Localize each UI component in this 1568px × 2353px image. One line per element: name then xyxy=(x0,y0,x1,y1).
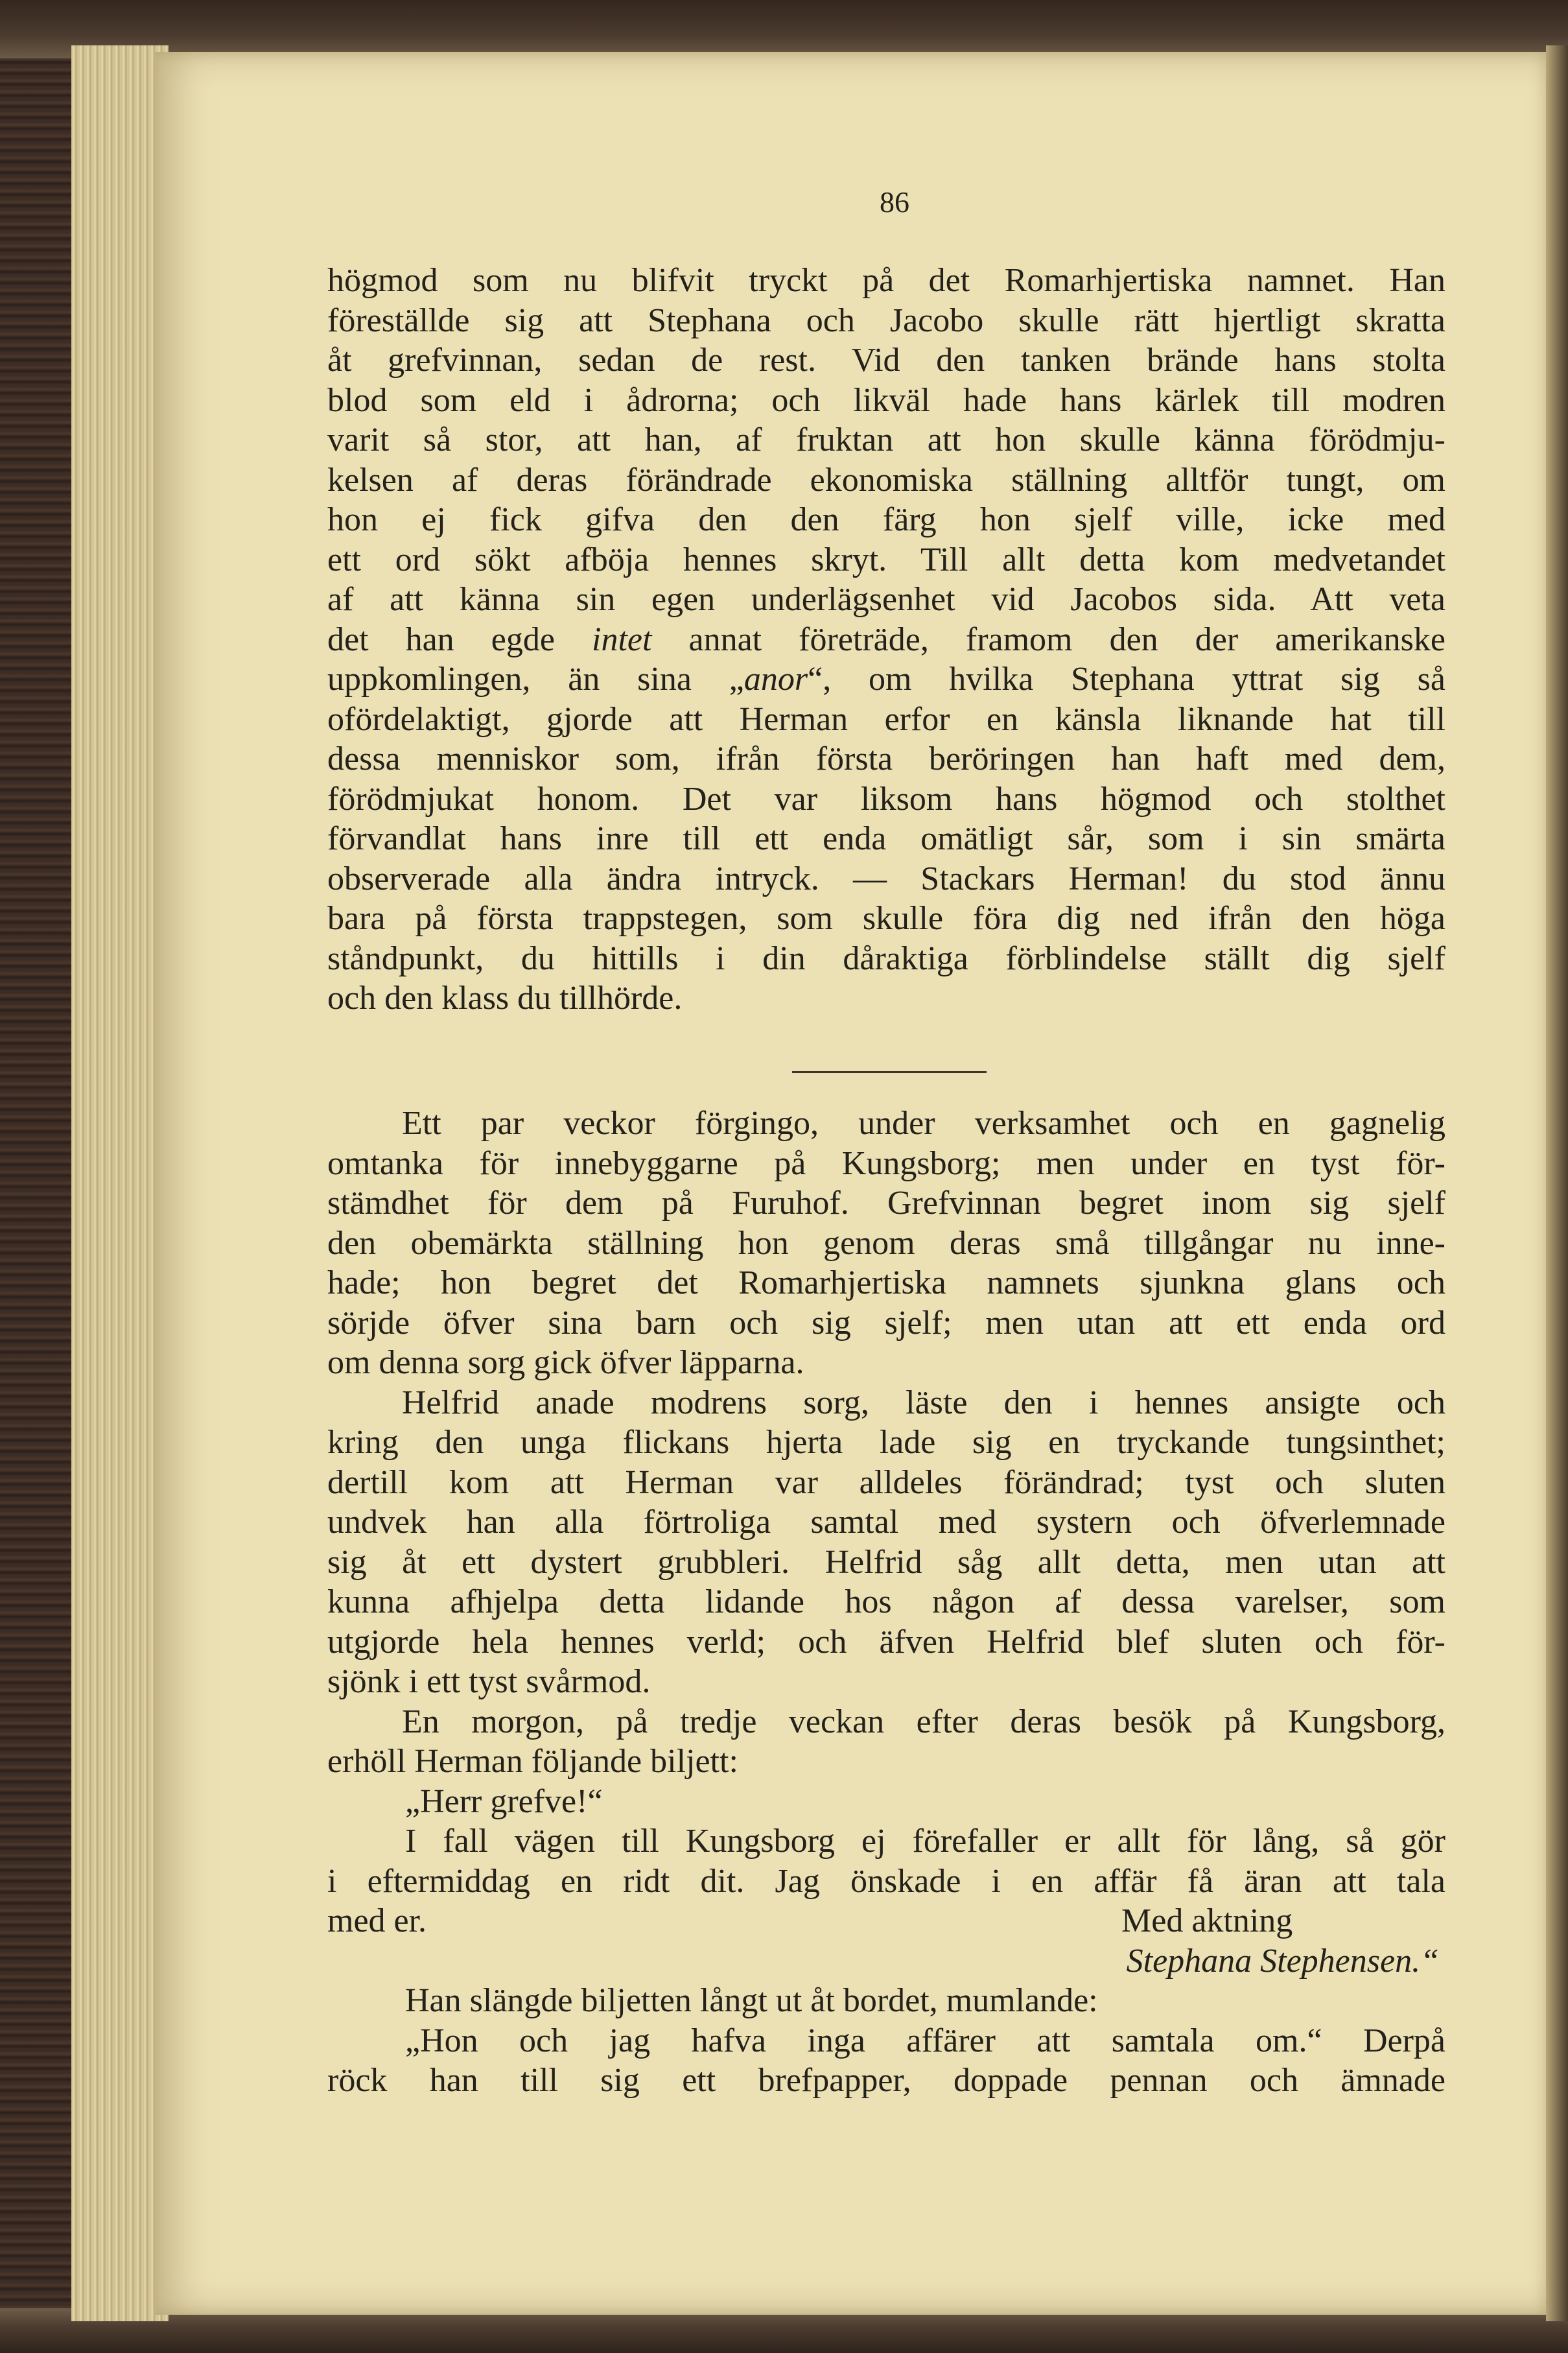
text-line: utgjorde hela hennes verld; och äfven Helfrid blef sluten och för- xyxy=(327,1623,1445,1661)
italic-word: anor xyxy=(743,661,808,698)
scan-bottom-edge xyxy=(0,2308,1568,2353)
scan-top-edge xyxy=(0,0,1568,58)
text-line: förödmjukat honom. Det var liksom hans högmod och stolthet xyxy=(327,780,1445,818)
letter-salutation: „Herr grefve!“ xyxy=(405,1782,603,1820)
text-line: hade; hon begret det Romarhjertiska namnets sjunkna glans och xyxy=(327,1264,1445,1301)
text-line: den obemärkta ställning hon genom deras små tillgångar nu inne- xyxy=(327,1224,1445,1262)
text-line: ett ord sökt afböja hennes skryt. Till allt detta kom medvetandet xyxy=(327,541,1445,578)
text-line: om denna sorg gick öfver läpparna. xyxy=(327,1344,804,1381)
text-line: högmod som nu blifvit tryckt på det Romarhjertiska namnet. Han xyxy=(327,262,1445,299)
text-line: kring den unga flickans hjerta lade sig en tryckande tungsinthet; xyxy=(327,1424,1445,1461)
text-line: i eftermiddag en ridt dit. Jag önskade i en affär få äran att tala xyxy=(327,1862,1445,1900)
text-line: dessa menniskor som, ifrån första beröringen han haft med dem, xyxy=(327,740,1445,777)
text-line: åt grefvinnan, sedan de rest. Vid den tanken brände hans stolta xyxy=(327,342,1445,379)
text-line: kunna afhjelpa detta lidande hos någon af dessa varelser, som xyxy=(327,1583,1445,1620)
text-line: kelsen af deras förändrade ekonomiska ställning alltför tungt, om xyxy=(327,461,1445,499)
text-line: „Hon och jag hafva inga affärer att samtala om.“ Derpå xyxy=(405,2022,1445,2059)
text-line: röck han till sig ett brefpapper, doppade pennan och ämnade xyxy=(327,2062,1445,2099)
text-line: sjönk i ett tyst svårmod. xyxy=(327,1663,651,1700)
text-line: observerade alla ändra intryck. — Stackars Herman! du stod ännu xyxy=(327,860,1445,897)
text-line: ofördelaktigt, gjorde att Herman erfor en känsla liknande hat till xyxy=(327,700,1445,738)
text-line: ståndpunkt, du hittills i din dåraktiga förblindelse ställt dig sjelf xyxy=(327,940,1445,977)
text-line: Helfrid anade modrens sorg, läste den i hennes ansigte och xyxy=(402,1384,1445,1421)
letter-closing: Med aktning xyxy=(1121,1902,1293,1939)
page-number: 86 xyxy=(880,185,909,219)
italic-word: intet xyxy=(592,621,652,658)
text-block-upper xyxy=(327,261,1445,1019)
text-line: af att känna sin egen underlägsenhet vid Jacobos sida. Att veta xyxy=(327,581,1445,618)
text-line: stämdhet för dem på Furuhof. Grefvinnan begret inom sig sjelf xyxy=(327,1185,1445,1222)
text-line: uppkomlingen, än sina „anor“, om hvilka Stephana yttrat sig så xyxy=(327,661,1445,698)
text-line: I fall vägen till Kungsborg ej förefaller er allt för lång, så gör xyxy=(405,1823,1445,1860)
letter-signature: Stephana Stephensen.“ xyxy=(1126,1942,1439,1980)
text-line: sörjde öfver sina barn och sig sjelf; men utan att ett enda ord xyxy=(327,1304,1445,1342)
text-line: och den klass du tillhörde. xyxy=(327,980,683,1017)
text-line: blod som eld i ådrorna; och likväl hade hans kärlek till modren xyxy=(327,381,1445,419)
text-line: erhöll Herman följande biljett: xyxy=(327,1743,738,1780)
text-line: omtanka för innebyggarne på Kungsborg; men under en tyst för- xyxy=(327,1144,1445,1182)
text-line: undvek han alla förtroliga samtal med systern och öfverlemnade xyxy=(327,1504,1445,1541)
text-line: En morgon, på tredje veckan efter deras besök på Kungsborg, xyxy=(402,1703,1445,1740)
section-divider xyxy=(792,1071,987,1073)
book-cover-edge xyxy=(0,0,78,2353)
text-block-lower xyxy=(327,1104,1445,2101)
text-line: förvandlat hans inre till ett enda omätligt sår, som i sin smärta xyxy=(327,820,1445,857)
text-line: sig åt ett dystert grubbleri. Helfrid såg allt detta, men utan att xyxy=(327,1543,1445,1581)
text-line: föreställde sig att Stephana och Jacobo skulle rätt hjertligt skratta xyxy=(327,302,1445,339)
text-line: varit så stor, att han, af fruktan att hon skulle känna förödmju- xyxy=(327,421,1445,458)
text-line: det han egde intet annat företräde, framom den der amerikanske xyxy=(327,621,1445,658)
page-stack-edges xyxy=(71,45,169,2321)
page-right-edge xyxy=(1546,45,1568,2321)
text-line: dertill kom att Herman var alldeles förändrad; tyst och sluten xyxy=(327,1463,1445,1501)
text-line: Han slängde biljetten långt ut åt bordet, mumlande: xyxy=(405,1982,1098,2019)
text-line: Ett par veckor förgingo, under verksamhet och en gagnelig xyxy=(402,1105,1445,1142)
text-line: bara på första trappstegen, som skulle föra dig ned ifrån den höga xyxy=(327,900,1445,937)
text-line: hon ej fick gifva den den färg hon sjelf ville, icke med xyxy=(327,501,1445,538)
text-line: med er. xyxy=(327,1902,427,1939)
